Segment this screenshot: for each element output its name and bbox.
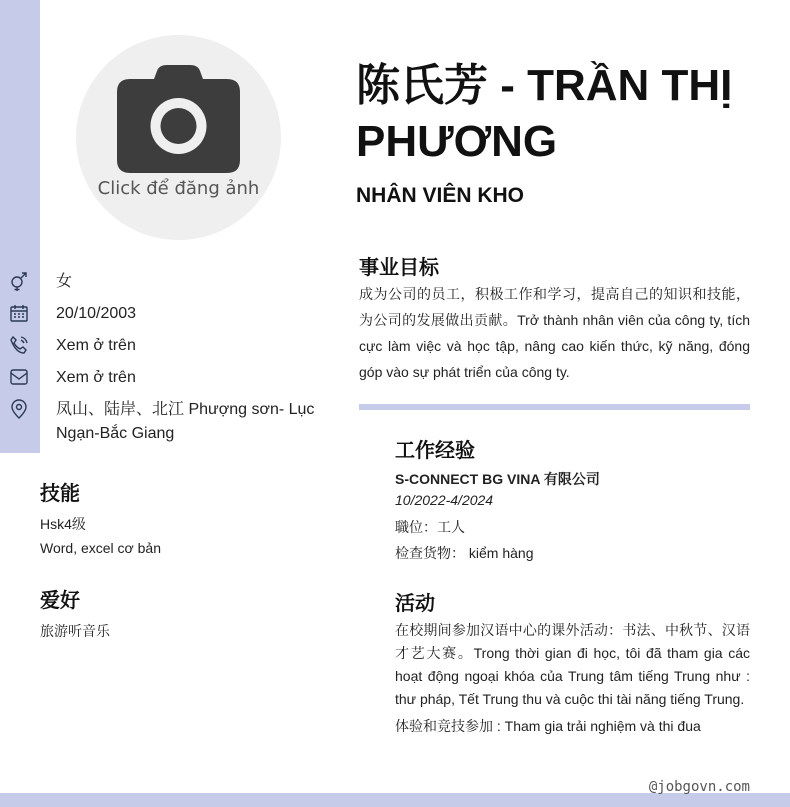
address-value: 凤山、陆岸、北江 Phượng sơn- Lục Ngạn-Bắc Giang [56, 401, 315, 442]
phone-value: Xem ở trên [56, 337, 136, 354]
calendar-icon [9, 303, 29, 323]
footer-watermark: @jobgovn.com [648, 779, 750, 795]
location-pin-icon [9, 399, 29, 419]
camera-icon [117, 65, 240, 173]
hobbies-text: 旅游听音乐 [40, 623, 110, 639]
skill-item: Hsk4级 [40, 516, 86, 532]
phone-icon [9, 335, 29, 355]
candidate-name: 陈氏芳 - TRẦN THỊ PHƯƠNG [356, 61, 733, 166]
position-text: 職位：工人 [395, 519, 465, 535]
skills-title: 技能 [40, 483, 80, 505]
job-title: NHÂN VIÊN KHO [356, 184, 525, 207]
activities-title: 活动 [395, 593, 435, 615]
birthday-value: 20/10/2003 [56, 305, 137, 322]
skill-item: Word, excel cơ bản [40, 540, 161, 556]
photo-caption: Click để đăng ảnh [97, 178, 260, 199]
company-name: S-CONNECT BG VINA 有限公司 [395, 471, 600, 487]
activities-text: 在校期间参加汉语中心的课外活动：书法、中秋节、汉语才艺大赛。Trong thời gian đi học, tôi đã tham gia các hoạt động ngoại khóa của Trung tâm tiếng Trung như : thư pháp, Tết Trung thu và cuộc thi tài năng tiếng Trung. [395, 622, 750, 707]
bottom-accent-bar [0, 793, 790, 807]
work-period: 10/2022-4/2024 [395, 492, 494, 508]
hobbies-title: 爱好 [40, 590, 80, 612]
duty-text: 检查货物： kiểm hàng [395, 545, 534, 561]
gender-icon [9, 271, 29, 291]
profile-photo-upload[interactable] [76, 35, 281, 240]
objective-text: 成为公司的员工，积极工作和学习，提高自己的知识和技能，为公司的发展做出贡献。Trở thành nhân viên của công ty, tích cực làm việc và học tập, nâng cao kiến thức, kỹ năng, đóng góp vào sự phát triển của công ty. [359, 286, 750, 380]
gender-value: 女 [56, 273, 73, 290]
section-divider [359, 404, 750, 410]
objective-title: 事业目标 [359, 257, 439, 279]
mail-icon [9, 367, 29, 387]
activities-extra: 体验和竞技参加 : Tham gia trải nghiệm và thi đua [395, 718, 701, 734]
email-value: Xem ở trên [56, 369, 136, 386]
experience-title: 工作经验 [395, 440, 475, 462]
